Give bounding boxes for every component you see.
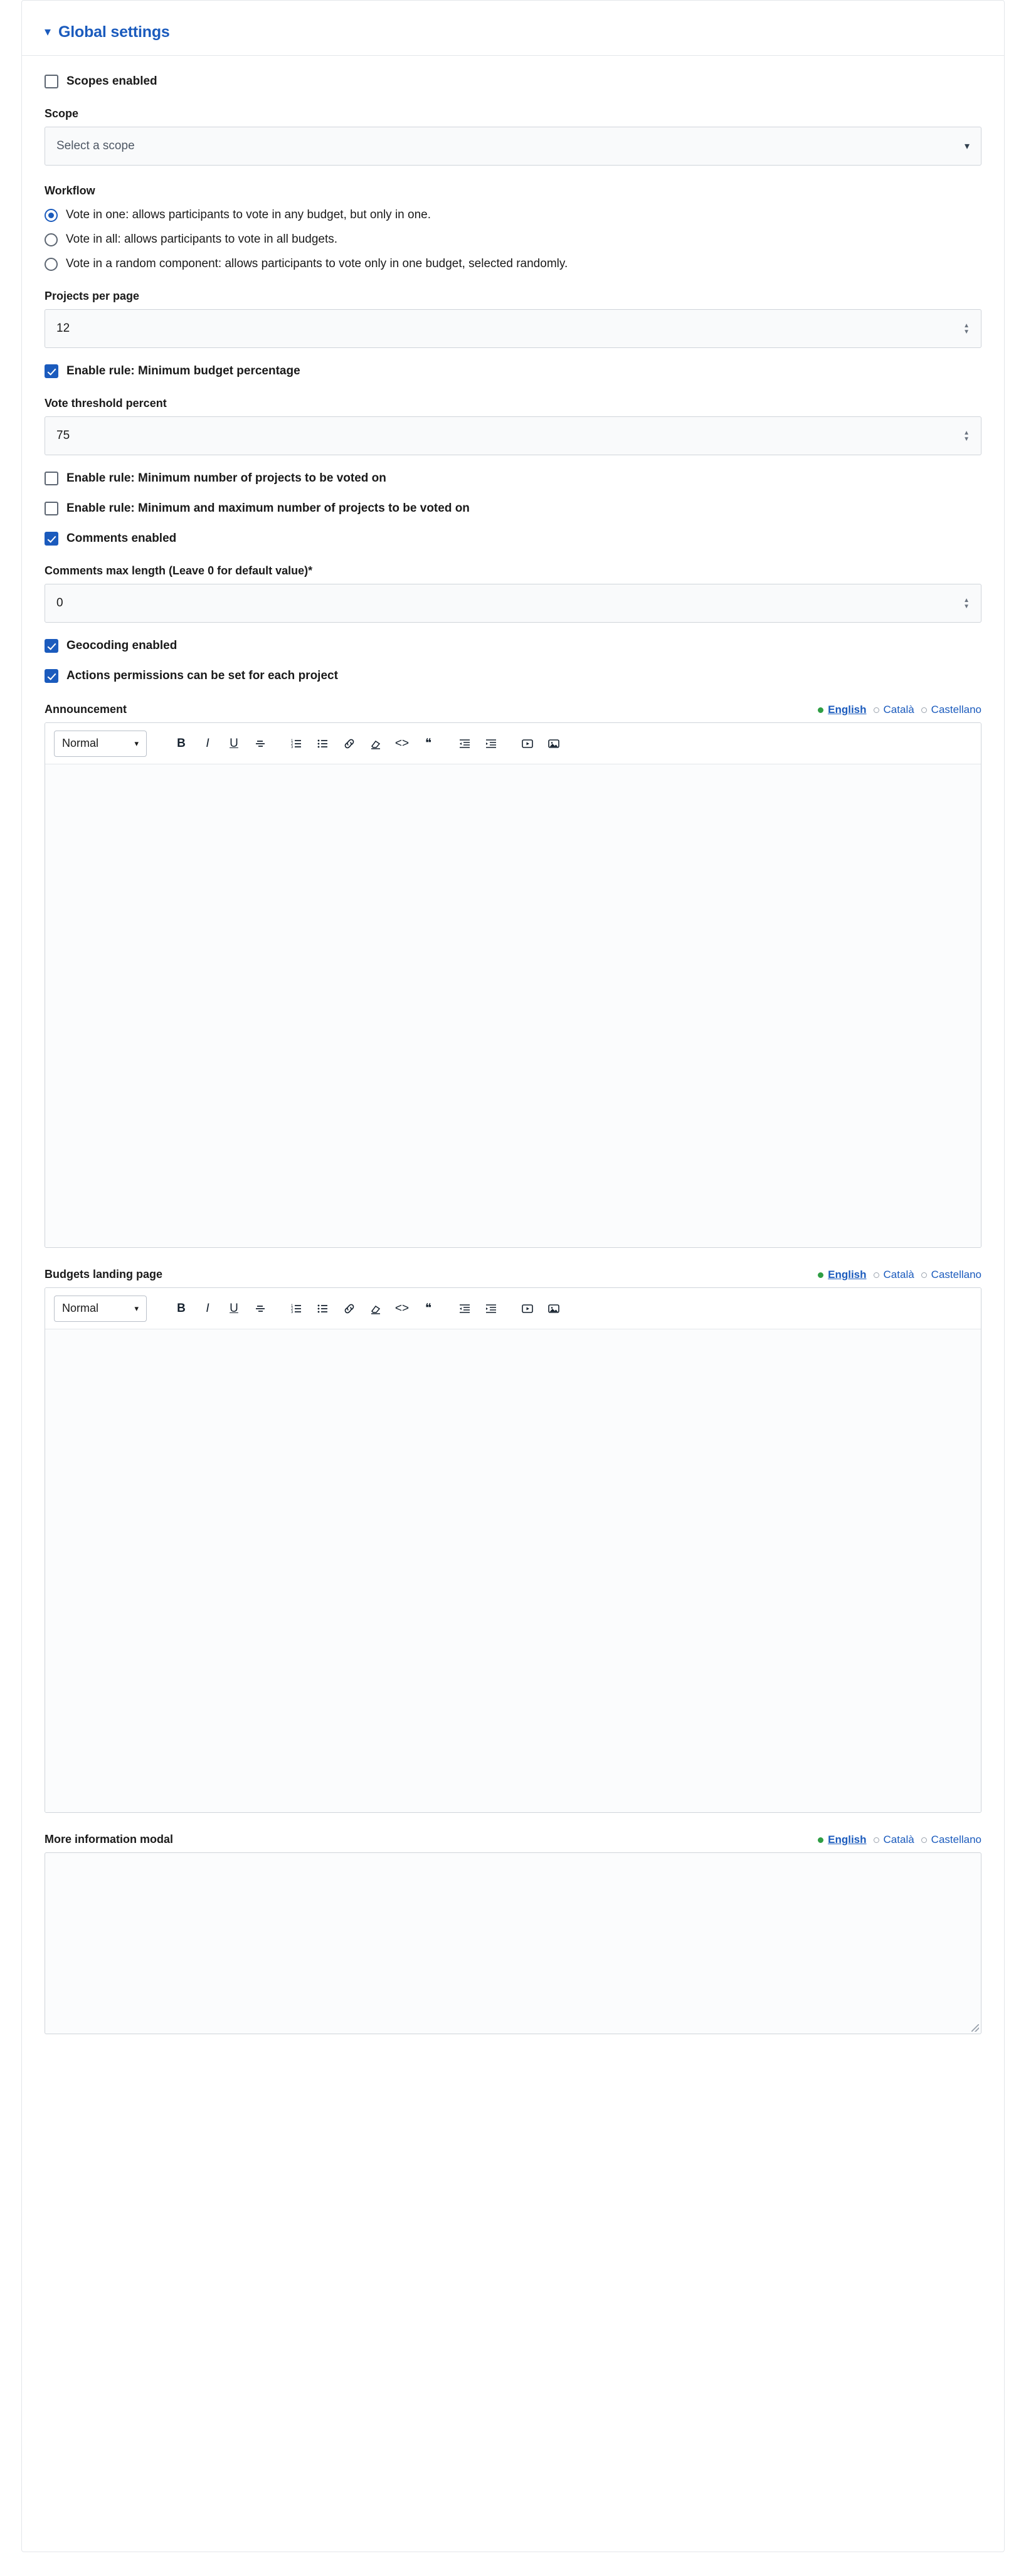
- locale-tab-castellano[interactable]: [921, 704, 981, 716]
- more-information-modal-label: More information modal: [45, 1833, 174, 1845]
- locale-tab-catala[interactable]: [874, 1834, 914, 1846]
- radio-vote-in-random-component[interactable]: [45, 258, 58, 271]
- svg-text:1: 1: [291, 1304, 294, 1308]
- locale-status-dot-icon: [818, 1837, 823, 1843]
- locale-status-dot-icon: [921, 1837, 927, 1843]
- code-block-icon[interactable]: <>: [394, 1301, 410, 1315]
- chevron-down-icon: ▾: [134, 738, 139, 748]
- chevron-down-icon: ▾: [134, 1303, 139, 1313]
- locale-status-dot-icon: [874, 707, 879, 713]
- erase-format-icon[interactable]: [362, 1296, 389, 1322]
- budgets-landing-page-label: Budgets landing page: [45, 1268, 163, 1280]
- workflow-option-label: Vote in one: allows participants to vote in any budget, but only in one.: [66, 208, 431, 221]
- editor-toolbar[interactable]: [45, 1288, 981, 1329]
- toolbar-spacer: [273, 731, 283, 757]
- announcement-editor[interactable]: [45, 722, 981, 1248]
- bold-icon[interactable]: B: [177, 1301, 186, 1315]
- locale-tab-english[interactable]: [818, 1269, 866, 1281]
- italic-icon[interactable]: I: [206, 736, 209, 750]
- panel-header[interactable]: [22, 1, 1004, 56]
- locale-tab-english[interactable]: [818, 1834, 866, 1846]
- comments-max-length-value: 0: [56, 596, 63, 610]
- scope-select-value: Select a scope: [56, 139, 135, 152]
- locale-tab-catala[interactable]: [874, 704, 914, 716]
- toolbar-spacer: [442, 1296, 452, 1322]
- more-information-modal-header: [45, 1833, 981, 1846]
- unordered-list-icon[interactable]: [310, 1296, 336, 1322]
- comments-max-length-input[interactable]: [45, 584, 981, 623]
- underline-icon[interactable]: U: [230, 736, 238, 750]
- bold-icon[interactable]: B: [177, 736, 186, 750]
- locale-status-dot-icon: [874, 1837, 879, 1843]
- locale-label: English: [828, 1834, 867, 1845]
- radio-vote-in-all[interactable]: [45, 233, 58, 246]
- locale-switcher: [818, 1834, 981, 1846]
- locale-label: Castellano: [931, 1269, 981, 1280]
- image-icon[interactable]: [541, 1296, 567, 1322]
- workflow-option-label: Vote in a random component: allows participants to vote only in one budget, selected randomly.: [66, 257, 568, 270]
- locale-label: Català: [883, 704, 914, 715]
- toolbar-spacer: [504, 731, 514, 757]
- locale-status-dot-icon: [921, 707, 927, 713]
- strikethrough-icon[interactable]: [247, 1296, 273, 1322]
- svg-text:2: 2: [291, 742, 294, 746]
- toolbar-spacer: [504, 1296, 514, 1322]
- min-projects-rule-label: Enable rule: Minimum number of projects to be voted on: [66, 472, 386, 485]
- projects-per-page-value: 12: [56, 322, 70, 335]
- budgets-landing-page-editor-area[interactable]: [45, 1329, 981, 1812]
- min-projects-rule-row[interactable]: [45, 472, 981, 485]
- locale-switcher: [818, 1269, 981, 1281]
- indent-icon[interactable]: [478, 1296, 504, 1322]
- min-max-projects-rule-label: Enable rule: Minimum and maximum number of projects to be voted on: [66, 502, 470, 515]
- comments-enabled-row[interactable]: [45, 532, 981, 546]
- link-icon[interactable]: [336, 1296, 362, 1322]
- blockquote-icon[interactable]: ❝: [425, 1302, 432, 1315]
- locale-label: Català: [883, 1269, 914, 1280]
- chevron-down-icon: ▾: [964, 141, 970, 152]
- paragraph-style-select[interactable]: [54, 731, 147, 757]
- projects-per-page-input[interactable]: [45, 309, 981, 348]
- locale-label: Castellano: [931, 704, 981, 715]
- scopes-enabled-row[interactable]: [45, 75, 981, 88]
- image-icon[interactable]: [541, 731, 567, 757]
- outdent-icon[interactable]: [452, 1296, 478, 1322]
- min-projects-rule-checkbox[interactable]: [45, 472, 58, 485]
- settings-body: [22, 56, 1004, 2034]
- announcement-editor-area[interactable]: [45, 764, 981, 1247]
- toolbar-spacer: [442, 731, 452, 757]
- locale-label: English: [828, 1269, 867, 1280]
- locale-switcher: [818, 704, 981, 716]
- locale-status-dot-icon: [818, 707, 823, 713]
- toolbar-spacer: [158, 1296, 168, 1322]
- locale-label: Català: [883, 1834, 914, 1845]
- code-block-icon[interactable]: <>: [394, 736, 410, 750]
- svg-text:1: 1: [291, 739, 294, 743]
- budgets-landing-page-header: [45, 1268, 981, 1281]
- outdent-icon[interactable]: [452, 731, 478, 757]
- comments-enabled-label: Comments enabled: [66, 532, 177, 545]
- workflow-label: Workflow: [45, 184, 95, 197]
- stepper-icon[interactable]: ▲ ▼: [963, 429, 970, 443]
- page-title: Global settings: [58, 23, 170, 41]
- locale-tab-catala[interactable]: [874, 1269, 914, 1281]
- paragraph-style-select[interactable]: [54, 1296, 147, 1322]
- actions-permissions-row[interactable]: [45, 669, 981, 683]
- global-settings-panel: [21, 0, 1005, 2552]
- stepper-icon[interactable]: ▲ ▼: [963, 596, 970, 610]
- scope-select[interactable]: [45, 127, 981, 166]
- min-max-projects-rule-row[interactable]: [45, 502, 981, 515]
- budgets-landing-page-editor[interactable]: [45, 1287, 981, 1813]
- locale-status-dot-icon: [874, 1272, 879, 1278]
- indent-icon[interactable]: [478, 731, 504, 757]
- locale-status-dot-icon: [818, 1272, 823, 1278]
- video-icon[interactable]: [514, 1296, 541, 1322]
- locale-tab-castellano[interactable]: [921, 1269, 981, 1281]
- svg-text:2: 2: [291, 1307, 294, 1311]
- min-budget-percentage-row[interactable]: [45, 364, 981, 378]
- unordered-list-icon[interactable]: [310, 731, 336, 757]
- svg-text:3: 3: [291, 1310, 294, 1314]
- radio-vote-in-one[interactable]: [45, 209, 58, 222]
- vote-threshold-label: Vote threshold percent: [45, 397, 167, 409]
- editor-toolbar[interactable]: [45, 723, 981, 764]
- geocoding-enabled-label: Geocoding enabled: [66, 639, 177, 652]
- paragraph-style-value: Normal: [62, 1302, 99, 1314]
- workflow-option-vote-random[interactable]: [45, 257, 981, 271]
- locale-tab-castellano[interactable]: [921, 1834, 981, 1846]
- workflow-option-vote-in-one[interactable]: [45, 208, 981, 222]
- locale-label: English: [828, 704, 867, 715]
- actions-permissions-label: Actions permissions can be set for each project: [66, 669, 338, 682]
- video-icon[interactable]: [514, 731, 541, 757]
- locale-status-dot-icon: [921, 1272, 927, 1278]
- workflow-option-label: Vote in all: allows participants to vote in all budgets.: [66, 233, 338, 246]
- more-information-modal-textarea[interactable]: [45, 1852, 981, 2034]
- comments-max-length-label: Comments max length (Leave 0 for default value)*: [45, 564, 313, 577]
- min-budget-percentage-checkbox[interactable]: [45, 364, 58, 378]
- link-icon[interactable]: [336, 731, 362, 757]
- locale-label: Castellano: [931, 1834, 981, 1845]
- svg-text:3: 3: [291, 745, 294, 749]
- actions-permissions-checkbox[interactable]: [45, 669, 58, 683]
- workflow-option-vote-in-all[interactable]: [45, 233, 981, 246]
- erase-format-icon[interactable]: [362, 731, 389, 757]
- toolbar-spacer: [273, 1296, 283, 1322]
- comments-enabled-checkbox[interactable]: [45, 532, 58, 546]
- ordered-list-icon[interactable]: [283, 731, 310, 757]
- scopes-enabled-label: Scopes enabled: [66, 75, 157, 88]
- scopes-enabled-checkbox[interactable]: [45, 75, 58, 88]
- chevron-down-icon[interactable]: ▾: [45, 24, 51, 39]
- vote-threshold-value: 75: [56, 429, 70, 442]
- strikethrough-icon[interactable]: [247, 731, 273, 757]
- announcement-header: [45, 703, 981, 716]
- geocoding-enabled-row[interactable]: [45, 639, 981, 653]
- toolbar-spacer: [158, 731, 168, 757]
- ordered-list-icon[interactable]: [283, 1296, 310, 1322]
- underline-icon[interactable]: U: [230, 1301, 238, 1315]
- geocoding-enabled-checkbox[interactable]: [45, 639, 58, 653]
- projects-per-page-label: Projects per page: [45, 290, 140, 302]
- italic-icon[interactable]: I: [206, 1301, 209, 1315]
- paragraph-style-value: Normal: [62, 737, 99, 749]
- locale-tab-english[interactable]: [818, 704, 866, 716]
- stepper-icon[interactable]: ▲ ▼: [963, 322, 970, 335]
- min-budget-percentage-label: Enable rule: Minimum budget percentage: [66, 364, 300, 377]
- scope-label: Scope: [45, 107, 79, 120]
- blockquote-icon[interactable]: ❝: [425, 737, 432, 750]
- min-max-projects-rule-checkbox[interactable]: [45, 502, 58, 515]
- vote-threshold-input[interactable]: [45, 416, 981, 455]
- announcement-label: Announcement: [45, 703, 127, 715]
